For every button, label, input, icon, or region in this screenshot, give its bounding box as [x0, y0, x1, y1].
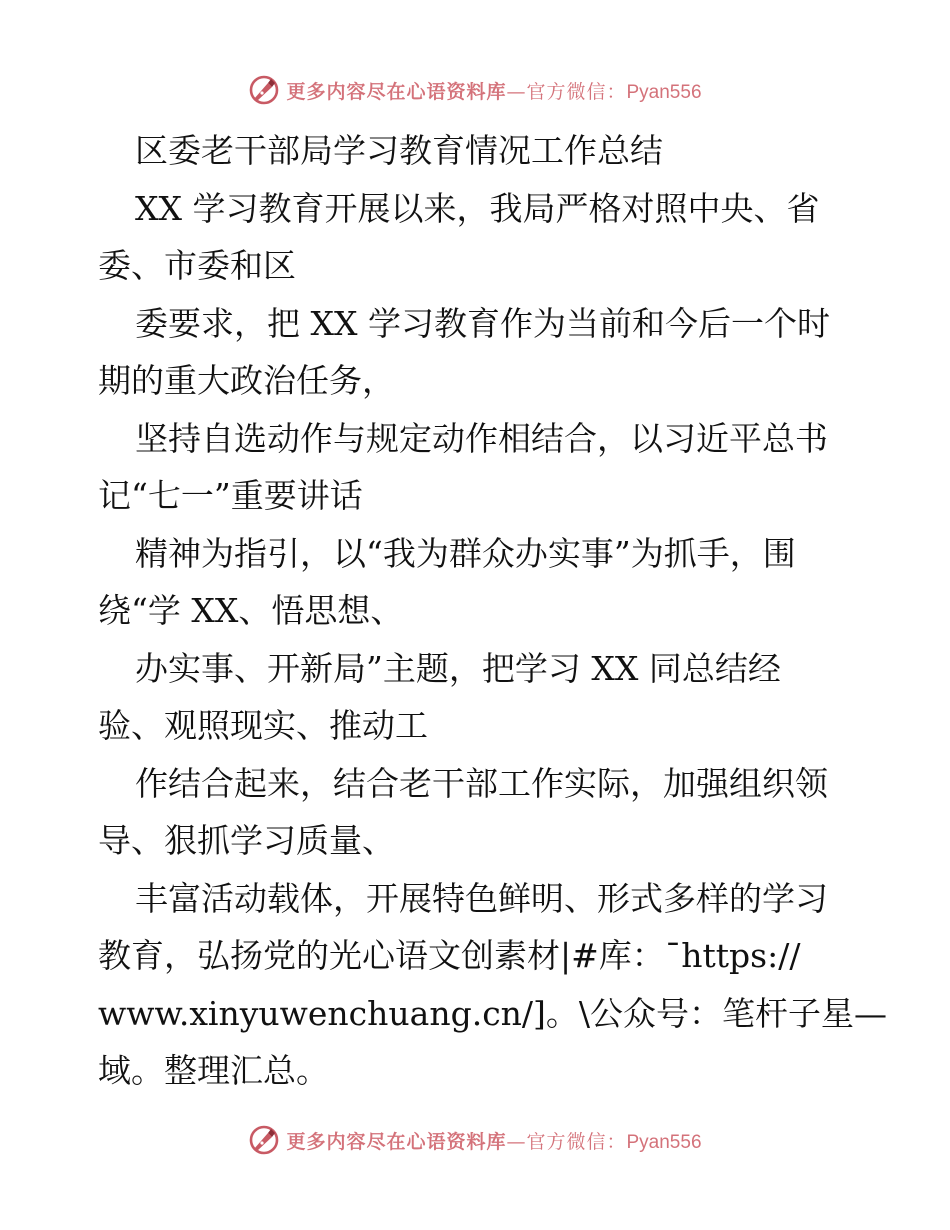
- body-line: 验、观照现实、推动工: [98, 706, 428, 745]
- banner-brand: 更多内容尽在心语资料库: [286, 80, 507, 103]
- body-line: 委要求，把 XX 学习教育作为当前和今后一个时: [135, 303, 830, 343]
- banner-brand: 更多内容尽在心语资料库: [286, 1130, 507, 1153]
- banner-text: [286, 1127, 701, 1154]
- body-line: 期的重大政治任务，: [98, 361, 395, 400]
- banner-separator: —: [506, 1130, 527, 1153]
- body-line: 作结合起来，结合老干部工作实际，加强组织领: [135, 763, 828, 803]
- body-line: 记“七一”重要讲话: [98, 476, 363, 515]
- body-line: 域。整理汇总。: [98, 1051, 329, 1090]
- footer-banner: [0, 1122, 950, 1158]
- document-body: [98, 122, 888, 1100]
- body-line: 导、狠抓学习质量、: [98, 821, 395, 860]
- header-banner: [0, 72, 950, 108]
- pen-nib-circle-icon: [248, 1124, 280, 1156]
- banner-separator: —: [506, 80, 527, 103]
- body-line: 丰富活动载体，开展特色鲜明、形式多样的学习: [135, 878, 828, 918]
- banner-wechat-label: 官方微信：: [526, 1130, 627, 1153]
- body-line: 教育，弘扬党的光心语文创素材|#库：¯https://: [98, 936, 801, 975]
- body-line: www.xinyuwenchuang.cn/]。\公众号：笔杆子星—: [98, 993, 888, 1033]
- banner-wechat-id: Pyan556: [626, 81, 702, 103]
- body-line: XX 学习教育开展以来，我局严格对照中央、省: [135, 188, 820, 228]
- banner-wechat-id: Pyan556: [626, 1131, 702, 1153]
- body-line: 坚持自选动作与规定动作相结合，以习近平总书: [135, 418, 828, 458]
- document-title: 区委老干部局学习教育情况工作总结: [135, 131, 663, 170]
- banner-text: [286, 77, 701, 104]
- body-line: 委、市委和区: [98, 246, 296, 285]
- body-line: 绕“学 XX、悟思想、: [98, 591, 404, 630]
- body-line: 精神为指引，以“我为群众办实事”为抓手，围: [135, 533, 796, 573]
- banner-wechat-label: 官方微信：: [526, 80, 627, 103]
- pen-nib-circle-icon: [248, 74, 280, 106]
- body-line: 办实事、开新局”主题，把学习 XX 同总结经: [135, 648, 781, 688]
